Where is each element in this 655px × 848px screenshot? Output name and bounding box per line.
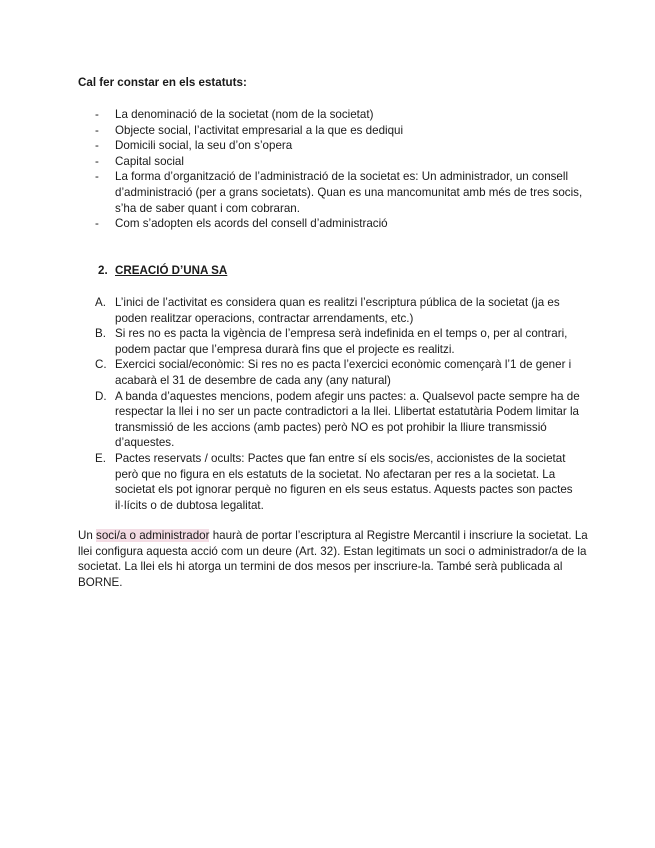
list-item-text: Capital social: [115, 154, 184, 168]
list-item-text: Exercici social/econòmic: Si res no es pacta l’exercici econòmic començarà l’1 de gener i acabarà el 31 de desembre de cada any (any natural): [115, 358, 572, 387]
list-item-text: L’inici de l’activitat es considera quan es realitzi l’escriptura pública de la societat (ja es poden realitzar operacions, contractar arrendaments, etc.): [115, 296, 560, 325]
list-item-text: A banda d’aquestes mencions, podem afegir uns pactes: a. Qualsevol pacte sempre ha de respectar la llei i no ser un pacte contradictori a la llei. Llibertat estatutària Podem limitar la transmissió de les accions (amb pactes) però NO es pot prohibir la lliure transmissió d’aquestes.: [115, 389, 580, 450]
list-item-text: Domicili social, la seu d’on s’opera: [115, 139, 293, 153]
list-item: [95, 216, 595, 232]
closing-rest: haurà de portar l’escriptura al Registre Mercantil i inscriure la societat. La llei configura aquesta acció com un deure (Art. 32). Estan legitimats un soci o administrador/a de la societat. La llei els hi atorga un termini de dos mesos per inscriure-la. També serà publicada al BORNE.: [78, 529, 588, 589]
list-item: [95, 154, 595, 170]
list-item: [95, 389, 585, 451]
letter-marker: E.: [95, 451, 106, 465]
list-item-text: La forma d’organització de l’administració de la societat es: Un administrador, un consell d’administració (per a grans societats). Quan es una mancomunitat amb més de tres socis, s’ha de saber quant i com cobraran.: [115, 170, 583, 215]
letter-marker: A.: [95, 296, 106, 309]
section-title: [98, 264, 227, 277]
letter-marker: B.: [95, 327, 106, 341]
list-item-text: La denominació de la societat (nom de la societat): [115, 108, 374, 121]
list-item-text: Si res no es pacta la vigència de l’empresa serà indefinida en el temps o, per al contrari, podem pactar que l’empresa durarà fins que el projecte es realitzi.: [115, 327, 568, 356]
statutes-list: [95, 107, 595, 232]
list-item: [95, 123, 595, 139]
dash-marker: -: [95, 139, 99, 153]
list-item: [95, 295, 585, 326]
section-number: 2.: [98, 264, 108, 277]
letter-marker: D.: [95, 389, 107, 403]
letter-marker: C.: [95, 358, 107, 372]
list-item: [95, 326, 585, 357]
list-item: [95, 451, 585, 513]
creation-list: [95, 295, 585, 513]
list-item: [95, 357, 585, 388]
list-item: [95, 138, 595, 154]
statutes-heading: Cal fer constar en els estatuts:: [78, 76, 247, 89]
list-item-text: Objecte social, l’activitat empresarial a la que es dediqui: [115, 123, 404, 137]
list-item: [95, 169, 595, 216]
dash-marker: -: [95, 217, 99, 231]
dash-marker: -: [95, 108, 99, 121]
list-item: [95, 107, 595, 123]
dash-marker: -: [95, 170, 99, 184]
section-title-text: CREACIÓ D’UNA SA: [115, 264, 228, 277]
closing-paragraph: [78, 528, 588, 590]
list-item-text: Pactes reservats / ocults: Pactes que fan entre sí els socis/es, accionistes de la societat però que no figura en els estatuts de la societat. No afectaran per res a la societat. La societat els pot ignorar perquè no figuren en els seus estatus. Aquests pactes son pactes il·lícits o de dubtosa legalitat.: [115, 451, 573, 512]
list-item-text: Com s’adopten els acords del consell d’administració: [115, 217, 388, 231]
dash-marker: -: [95, 123, 99, 137]
dash-marker: -: [95, 154, 99, 168]
highlighted-text: soci/a o administrador: [96, 529, 210, 542]
closing-prefix: Un: [78, 529, 97, 542]
